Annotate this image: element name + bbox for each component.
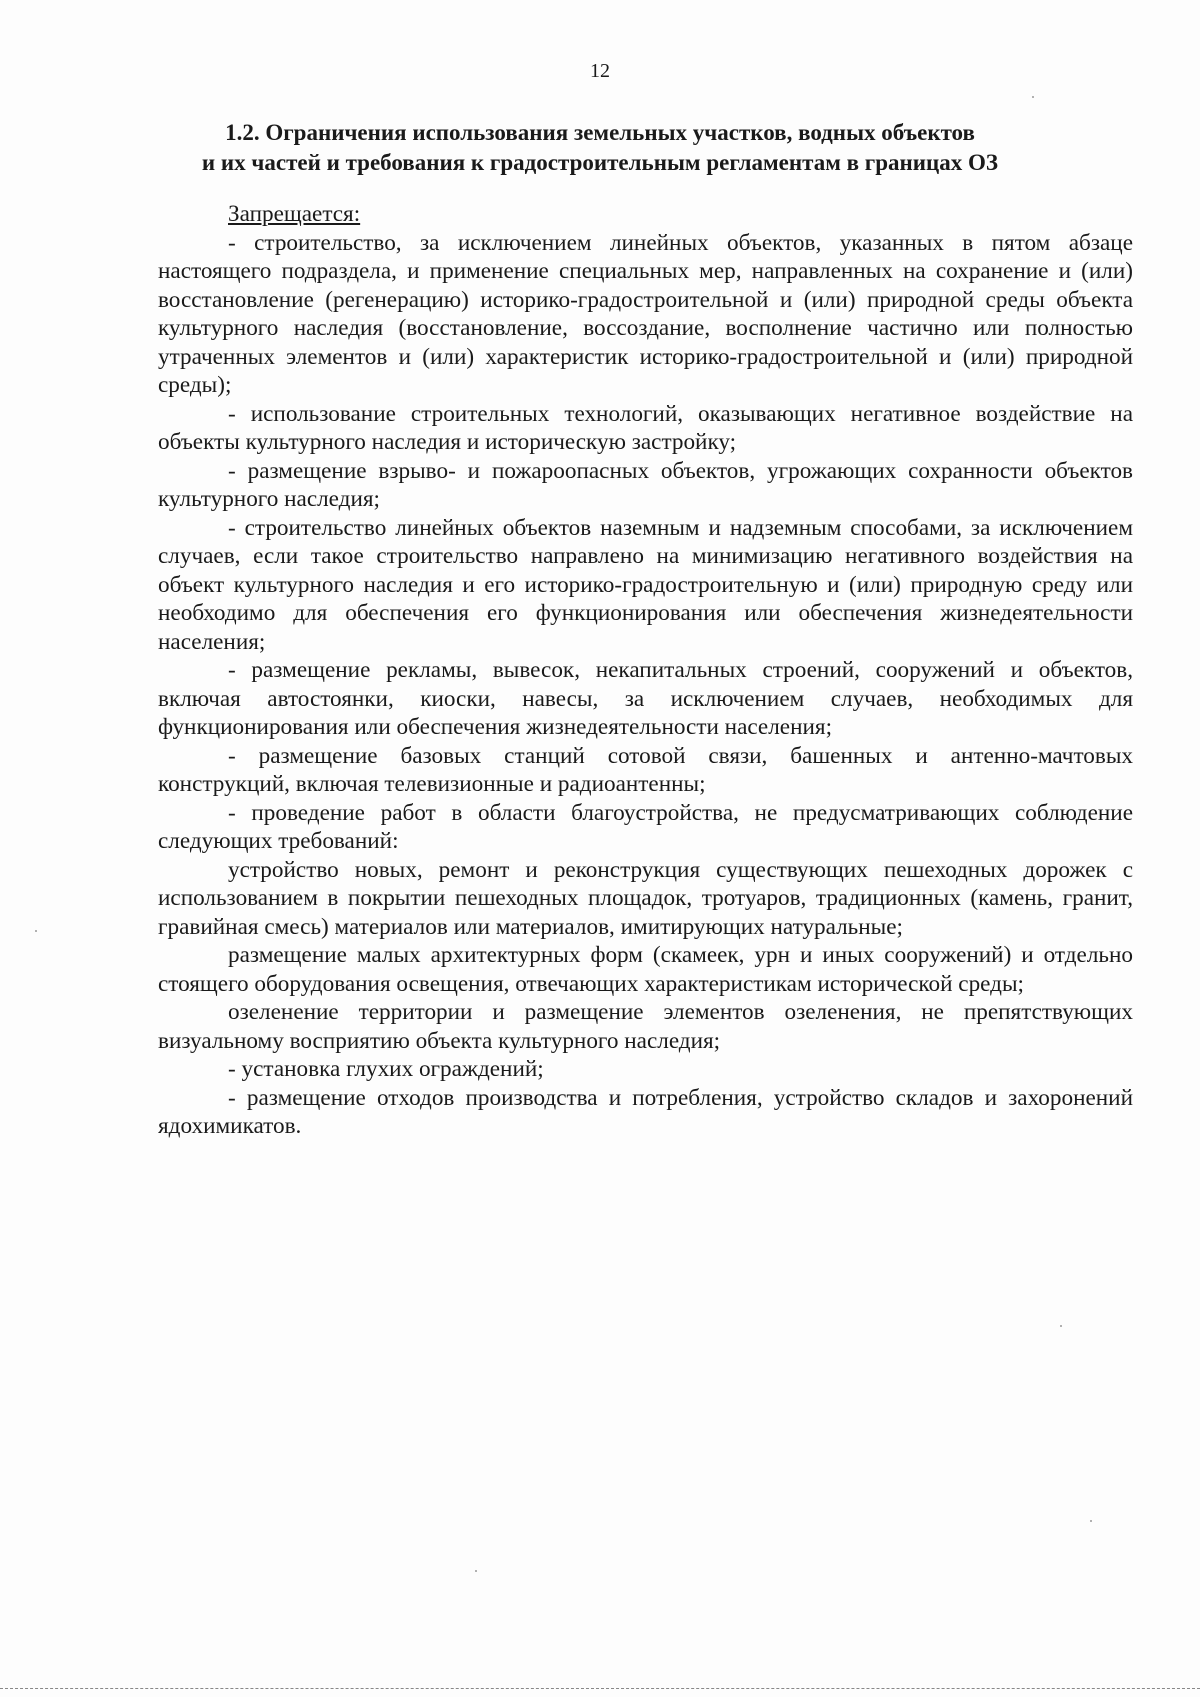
prohibited-heading: Запрещается: — [228, 201, 361, 227]
paragraph-2: - использование строительных технологий, оказывающих негативное воздействие на объекты культурного наследия и историческую застройку; — [158, 400, 1133, 455]
scan-speck — [35, 930, 37, 932]
paragraph-8: устройство новых, ремонт и реконструкция существующих пешеходных дорожек с использованием в покрытии пешеходных площадок, тротуаров, традиционных (камень, гранит, гравийная смесь) материалов или материалов, имитирующих натуральные; — [158, 856, 1133, 940]
scan-speck — [475, 1570, 477, 1572]
scan-speck — [1060, 1325, 1062, 1327]
document-body — [158, 200, 1133, 1141]
scan-speck — [1090, 1520, 1092, 1522]
paragraph-9: размещение малых архитектурных форм (скамеек, урн и иных сооружений) и отдельно стоящего оборудования освещения, отвечающих характеристикам исторической среды; — [158, 942, 1133, 997]
paragraph-3: - размещение взрыво- и пожароопасных объектов, угрожающих сохранности объектов культурного наследия; — [158, 457, 1133, 512]
section-title-line-2: и их частей и требования к градостроительным регламентам в границах ОЗ — [201, 150, 999, 175]
scan-speck — [1032, 96, 1034, 98]
paragraph-10: озеленение территории и размещение элементов озеленения, не препятствующих визуальному восприятию объекта культурного наследия; — [158, 999, 1133, 1054]
page-number: 12 — [590, 60, 610, 82]
paragraph-7: - проведение работ в области благоустройства, не предусматривающих соблюдение следующих требований: — [158, 799, 1133, 854]
paragraph-6: - размещение базовых станций сотовой связи, башенных и антенно-мачтовых конструкций, включая телевизионные и радиоантенны; — [158, 742, 1133, 797]
section-title — [150, 118, 1050, 178]
paragraph-4: - строительство линейных объектов наземным и надземным способами, за исключением случаев, если такое строительство направлено на минимизацию негативного воздействия на объект культурного наследия и его историко-градостроительную и (или) природную среду или необходимо для обеспечения его функционирования или обеспечения жизнедеятельности населения; — [158, 514, 1133, 655]
paragraph-12: - размещение отходов производства и потребления, устройство складов и захоронений ядохимикатов. — [158, 1084, 1133, 1139]
section-title-line-1: 1.2. Ограничения использования земельных участков, водных объектов — [225, 120, 975, 145]
scan-edge-line — [0, 1688, 1200, 1689]
lead-text — [158, 200, 1133, 229]
paragraph-1: - строительство, за исключением линейных объектов, указанных в пятом абзаце настоящего подраздела, и применение специальных мер, направленных на сохранение и (или) восстановление (регенерацию) историко-градостроительной и (или) природной среды объекта культурного наследия (восстановление, воссоздание, восполнение частично или полностью утраченных элементов и (или) характеристик историко-градостроительной и (или) природной среды); — [158, 229, 1133, 398]
paragraph-11: - установка глухих ограждений; — [228, 1056, 544, 1082]
paragraph-5: - размещение рекламы, вывесок, некапитальных строений, сооружений и объектов, включая автостоянки, киоски, навесы, за исключением случаев, необходимых для функционирования или обеспечения жизнедеятельности населения; — [158, 657, 1133, 740]
